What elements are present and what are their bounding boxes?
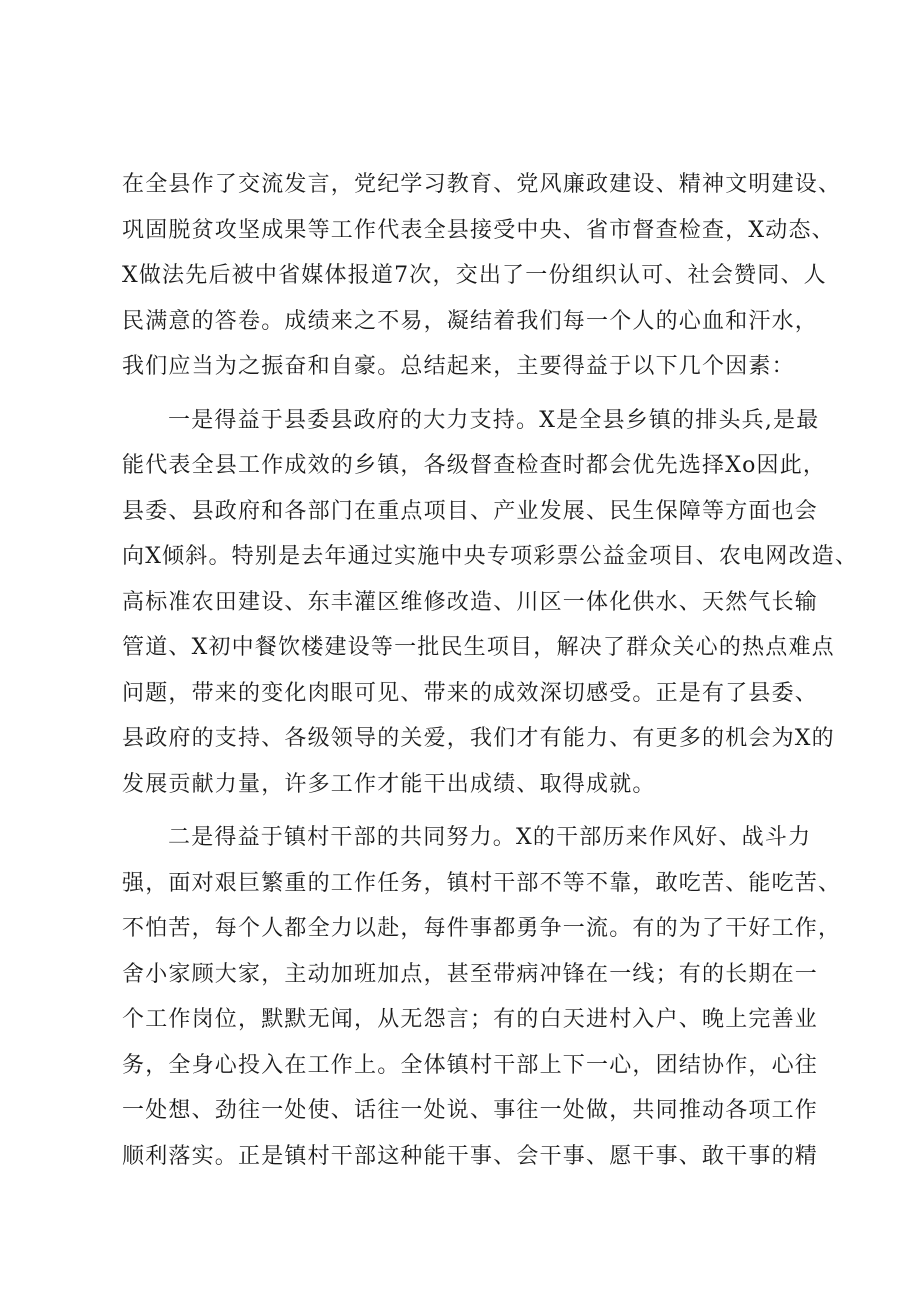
text-line: 发展贡献力量，许多工作才能干出成绩、取得成就。 (122, 771, 656, 797)
text-line: 顺利落实。正是镇村干部这种能干事、会干事、愿干事、敢干事的精 (122, 1143, 819, 1169)
text-line: 县委、县政府和各部门在重点项目、产业发展、民生保障等方面也会 (122, 498, 819, 524)
paragraph-factor-two (122, 815, 842, 1179)
paragraph-gap (122, 807, 828, 815)
text-line: X做法先后被中省媒体报道7次，交出了一份组织认可、社会赞同、人 (122, 263, 827, 288)
text-line: 民满意的答卷。成绩来之不易，凝结着我们每一个人的心血和汗水， (122, 308, 819, 334)
text-line: 巩固脱贫攻坚成果等工作代表全县接受中央、省市督查检查，X动态、 (122, 217, 835, 243)
text-line: 能代表全县工作成效的乡镇，各级督查检查时都会优先选择Xo因此， (122, 453, 827, 478)
text-line: 向X倾斜。特别是去年通过实施中央专项彩票公益金项目、农电网改造、 (122, 544, 859, 569)
text-line: 管道、X初中餐饮楼建设等一批民生项目，解决了群众关心的热点难点 (122, 635, 835, 660)
text-line: 个工作岗位，默默无闻，从无怨言；有的白天进村入户、晚上完善业 (122, 1007, 819, 1032)
text-line: 二是得益于镇村干部的共同努力。X的干部历来作风好、战斗力 (168, 825, 812, 850)
text-line: 一是得益于县委县政府的大力支持。X是全县乡镇的排头兵,是最 (168, 407, 820, 433)
text-line: 务，全身心投入在工作上。全体镇村干部上下一心，团结协作，心往 (122, 1052, 819, 1078)
text-line: 在全县作了交流发言，党纪学习教育、党风廉政建设、精神文明建设、 (122, 172, 842, 197)
paragraph-factor-one (122, 398, 859, 808)
text-line: 问题，带来的变化肉眼可见、带来的成效深切感受。正是有了县委、 (122, 680, 819, 706)
text-line: 强，面对艰巨繁重的工作任务，镇村干部不等不靠，敢吃苦、能吃苦、 (122, 870, 842, 896)
text-line: 县政府的支持、各级领导的关爱，我们才有能力、有更多的机会为X的 (122, 726, 835, 751)
document-body (122, 162, 859, 1179)
text-line: 不怕苦，每个人都全力以赴，每件事都勇争一流。有的为了干好工作， (122, 916, 842, 941)
text-line: 一处想、劲往一处使、话往一处说、事往一处做，共同推动各项工作 (122, 1098, 819, 1123)
text-line: 我们应当为之振奋和自豪。总结起来，主要得益于以下几个因素： (122, 354, 795, 379)
paragraph-gap (122, 390, 828, 398)
text-line: 高标准农田建设、东丰灌区维修改造、川区一体化供水、天然气长输 (122, 589, 819, 615)
text-line: 舍小家顾大家，主动加班加点，甚至带病冲锋在一线；有的长期在一 (122, 961, 819, 987)
paragraph-intro (122, 162, 842, 390)
